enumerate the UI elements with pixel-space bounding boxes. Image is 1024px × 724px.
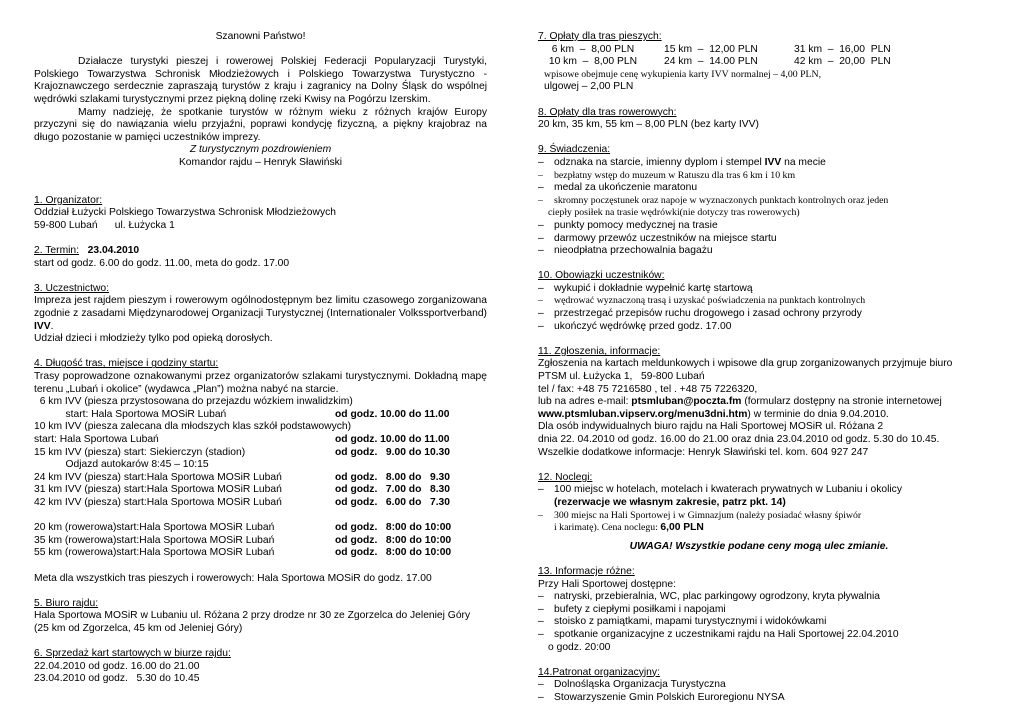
list-dash: –	[538, 616, 544, 628]
benefit-label: medal za ukończenie maratonu	[554, 182, 698, 194]
lodging-price-label: i karimatę). Cena noclegu:	[554, 522, 661, 534]
route-description: 24 km IVV (piesza) start:Hala Sportowa MOSiR Lubań	[34, 471, 282, 483]
section-2-heading	[34, 245, 487, 258]
website-link[interactable]: www.ptsmluban.vipserv.org/menu3dni.htm	[538, 408, 748, 420]
walking-route-row	[34, 497, 487, 510]
section-10-title: 10. Obowiązki uczestników:	[538, 270, 665, 282]
registration-url-line	[538, 409, 980, 422]
route-description: start: Hala Sportowa Lubań	[34, 434, 159, 445]
walking-route-row	[34, 434, 487, 447]
duty-text: wykupić i dokładnie wypełnić kartę startową	[554, 282, 753, 294]
facility-text: natryski, przebieralnia, WC, plac parkingowy ogrodzony, kryta pływalnia	[554, 591, 881, 603]
bike-fees: 20 km, 35 km, 55 km – 8,00 PLN (bez karty IVV)	[538, 119, 759, 131]
list-dash: –	[538, 320, 544, 332]
list-item	[538, 604, 980, 617]
benefit-label: odznaka na starcie, imienny dyplom i stempel	[554, 156, 765, 168]
bike-route-row	[34, 535, 487, 548]
list-item	[538, 591, 980, 604]
office-address: Hala Sportowa MOSiR w Lubaniu ul. Różana 2 przy drodze nr 30 ze Zgorzelca do Jeleniej Góry (25 km od Zgorzelca, 45 km od Jeleniej Góry)	[34, 610, 471, 634]
list-dash: –	[538, 282, 544, 294]
participation-text: Impreza jest rajdem pieszym i rowerowym ogólnodostępnym bez limitu czasowego zorganizowana zgodnie z zasadami Międzynarodowej Organizacji Turystycznej (Internationaler Volkssportverband)	[34, 295, 487, 320]
benefit-text	[554, 195, 980, 208]
section-7-title: 7. Opłaty dla tras pieszych:	[538, 31, 662, 42]
lodging-hall: 300 miejsc na Hali Sportowej i w Gimnazjum (należy posiadać własny śpiwór	[554, 509, 862, 521]
list-item	[538, 182, 980, 195]
route-hours: od godz. 6.00 do 7.30	[335, 496, 451, 508]
fee-row	[538, 44, 980, 57]
benefit-label: skromny poczęstunek oraz napoje w wyznaczonych punktach kontrolnych oraz jeden	[554, 194, 889, 206]
section-13-title: 13. Informacje różne:	[538, 565, 635, 577]
list-dash: –	[538, 194, 543, 206]
organizer-name: Oddział Łużycki Polskiego Towarzystwa Schronisk Młodzieżowych	[34, 207, 336, 219]
route-hours: od godz. 10.00 do 11.00	[335, 434, 450, 445]
list-dash: –	[538, 679, 544, 691]
list-item	[538, 308, 980, 321]
routes-intro: Trasy poprowadzone oznakowanymi przez organizatorów szlakami turystycznymi. Dokładną mapę terenu „Lubań i okolice” (wydawca „Plan”) można nabyć na starcie.	[34, 371, 487, 395]
section-2-title: 2. Termin:	[34, 245, 80, 257]
patrons-list	[538, 679, 980, 704]
individual-registration: Dla osób indywidualnych biuro rajdu na Hali Sportowej MOSiR ul. Różana 2	[538, 421, 884, 433]
list-item	[538, 157, 980, 170]
list-dash: –	[538, 182, 544, 194]
list-dash: –	[538, 691, 544, 703]
benefit-label: darmowy przewóz uczestników na miejsce startu	[554, 232, 777, 244]
benefit-label: punkty pomocy medycznej na trasie	[554, 219, 718, 231]
section-12-title: 12. Noclegi:	[538, 471, 593, 483]
participation-end: .	[50, 320, 54, 332]
closing: Z turystycznym pozdrowieniem	[189, 144, 332, 156]
ivv-label: IVV	[34, 320, 51, 332]
fee-cell: 42 km – 20,00 PLN	[794, 56, 891, 68]
list-item	[538, 283, 980, 296]
facilities-intro: Przy Hali Sportowej dostępne:	[538, 578, 676, 590]
facility-text: spotkanie organizacyjne z uczestnikami rajdu na Hali Sportowej 22.04.2010	[554, 628, 899, 640]
list-dash: –	[538, 628, 544, 640]
right-column	[538, 31, 980, 704]
list-item	[538, 245, 980, 258]
list-item	[538, 321, 980, 334]
intro-paragraph-1: Działacze turystyki pieszej i rowerowej Polskiej Federacji Popularyzacji Turystyki, Polskiego Towarzystwa Schronisk Młodzieżowych i Polskiego Towarzystwa Turystyczno - Krajoznawczego serdecznie zapraszają turystów z kraju i zagranicy na Dolny Śląsk do wspólnej wędrówki szlakami turystycznymi przez piękną dolinę rzeki Kwisy na Pogórzu Izerskim.	[34, 56, 487, 105]
fee-note-reduced: ulgowej – 2,00 PLN	[544, 81, 634, 93]
patron-text: Stowarzyszenie Gmin Polskich Euroregionu NYSA	[554, 691, 785, 703]
fee-row	[538, 56, 980, 69]
bike-routes-list	[34, 522, 487, 560]
list-item	[538, 195, 980, 208]
duty-text: wędrować wyznaczoną trasą i uzyskać poświadczenia na punktach kontrolnych	[554, 295, 866, 307]
lodging-reservation-note: (rezerwacje we własnym zakresie, patrz pkt. 14)	[554, 496, 786, 508]
list-dash: –	[538, 232, 544, 244]
route-description: 35 km (rowerowa)start:Hala Sportowa MOSiR Lubań	[34, 534, 275, 546]
walking-route-row	[34, 472, 487, 485]
fee-cell: 31 km – 16,00 PLN	[794, 43, 891, 55]
list-item	[538, 616, 980, 629]
registration-email-line	[538, 396, 980, 409]
walking-route-row	[34, 396, 487, 409]
list-dash: –	[538, 308, 544, 320]
fee-cell: 15 km – 12,00 PLN	[664, 43, 758, 55]
route-hours: od godz. 7.00 do 8.30	[335, 484, 451, 496]
greeting: Szanowni Państwo!	[215, 31, 306, 42]
route-description: 6 km IVV (piesza przystosowana do przejazdu wózkiem inwalidzkim)	[34, 396, 353, 408]
list-dash: –	[538, 295, 543, 307]
intro-paragraph-2: Mamy nadzieję, że spotkanie turystów w różnym wieku z różnych krajów Europy przyczyni się do nawiązania wielu przyjaźni, poprawi kondycję fizyczną, a piękny krajobraz na długo pozostanie w pamięci uczestników imprezy.	[34, 106, 487, 143]
list-dash: –	[538, 219, 544, 231]
route-hours: od godz. 8:00 do 10:00	[335, 547, 452, 559]
walking-fees-table	[538, 44, 980, 69]
section-8-title: 8. Opłaty dla tras rowerowych:	[538, 106, 677, 118]
list-item	[538, 679, 980, 692]
route-hours: od godz. 10.00 do 11.00	[335, 408, 450, 420]
sales-time-2: 23.04.2010 od godz. 5.30 do 10.45	[34, 673, 200, 685]
route-description: 55 km (rowerowa)start:Hala Sportowa MOSiR Lubań	[34, 547, 275, 559]
list-item	[538, 510, 980, 523]
fee-note: wpisowe obejmuje cenę wykupienia karty IVV normalnej – 4,00 PLN,	[544, 68, 822, 80]
list-dash: –	[538, 509, 543, 521]
list-dash: –	[538, 591, 544, 603]
list-item	[538, 484, 980, 497]
route-description: 15 km IVV (piesza) start: Siekierczyn (stadion)	[34, 446, 246, 458]
lodging-price-line	[538, 522, 980, 535]
route-hours: od godz. 8.00 do 9.30	[335, 471, 451, 483]
section-14-title: 14.Patronat organizacyjny:	[538, 666, 660, 678]
registration-phone: tel / fax: +48 75 7216580 , tel . +48 75 7226320,	[538, 383, 758, 395]
individual-hours: dnia 22. 04.2010 od godz. 16.00 do 21.00 oraz dnia 23.04.2010 od godz. 5.30 do 10.45.	[538, 434, 940, 445]
list-item	[538, 629, 980, 642]
fee-cell: 6 km – 8,00 PLN	[546, 43, 635, 55]
list-item	[538, 233, 980, 246]
participation-paragraph	[34, 295, 487, 333]
list-item	[538, 170, 980, 183]
price-warning: UWAGA! Wszystkie podane ceny mogą ulec zmianie.	[629, 540, 889, 552]
benefit-continuation: ciepły posiłek na trasie wędrówki(nie dotyczy tras rowerowych)	[548, 207, 800, 219]
start-times: start od godz. 6.00 do godz. 11.00, meta do godz. 17.00	[34, 257, 290, 269]
list-dash: –	[538, 169, 543, 181]
benefits-list	[538, 157, 980, 258]
section-9-title: 9. Świadczenia:	[538, 144, 611, 156]
route-description: 20 km (rowerowa)start:Hala Sportowa MOSiR Lubań	[34, 522, 275, 534]
bike-route-row	[34, 547, 487, 560]
list-dash: –	[538, 484, 544, 496]
contact-info: Wszelkie dodatkowe informacje: Henryk Sławiński tel. kom. 604 927 247	[538, 446, 869, 458]
route-description: 31 km IVV (piesza) start:Hala Sportowa MOSiR Lubań	[34, 484, 282, 496]
section-1-title: 1. Organizator:	[34, 194, 103, 206]
section-11-title: 11. Zgłoszenia, informacje:	[538, 345, 661, 357]
walking-route-row	[34, 484, 487, 497]
list-item	[538, 692, 980, 705]
sales-time-1: 22.04.2010 od godz. 16.00 do 21.00	[34, 660, 200, 672]
email-prefix: lub na adres e-mail:	[538, 396, 632, 408]
patron-text: Dolnośląska Organizacja Turystyczna	[554, 679, 726, 691]
walking-route-row	[34, 409, 487, 422]
benefit-text	[554, 157, 980, 170]
benefit-text	[554, 245, 980, 258]
meeting-time: o godz. 20:00	[548, 641, 611, 653]
duty-text: ukończyć wędrówkę przed godz. 17.00	[554, 320, 732, 332]
benefit-text	[554, 170, 980, 183]
section-5-title: 5. Biuro rajdu:	[34, 597, 99, 609]
lodging-price: 6,00 PLN	[660, 522, 704, 534]
route-hours: od godz. 9.00 do 10.30	[335, 446, 451, 458]
section-3-title: 3. Uczestnictwo:	[34, 282, 109, 294]
benefit-label: bezpłatny wstęp do muzeum w Ratuszu dla tras 6 km i 10 km	[554, 169, 796, 181]
walking-route-row	[34, 447, 487, 460]
fee-cell: 24 km – 14.00 PLN	[664, 56, 758, 68]
lodging-hotels: 100 miejsc w hotelach, motelach i kwaterach prywatnych w Lubaniu i okolicy	[554, 484, 902, 496]
bike-route-row	[34, 522, 487, 535]
facility-text: bufety z ciepłymi posiłkami i napojami	[554, 603, 726, 615]
route-description: start: Hala Sportowa MOSiR Lubań	[34, 408, 227, 420]
fee-cell: 10 km – 8,00 PLN	[546, 56, 638, 68]
left-column	[34, 31, 487, 686]
benefit-suffix: na mecie	[781, 156, 826, 168]
route-description: 10 km IVV (piesza zalecana dla młodszych klas szkół podstawowych)	[34, 421, 352, 433]
facilities-list	[538, 591, 980, 641]
email-link[interactable]: ptsmluban@poczta.fm	[631, 396, 742, 408]
list-dash: –	[538, 603, 544, 615]
duty-text: przestrzegać przepisów ruchu drogowego i zasad ochrony przyrody	[554, 308, 862, 320]
route-description: Odjazd autokarów 8:45 – 10:15	[34, 459, 209, 471]
registration-line-2: PTSM ul. Łużycka 1, 59-800 Lubań	[538, 371, 705, 383]
deadline: ) w terminie do dnia 9.04.2010.	[747, 408, 889, 420]
list-dash: –	[538, 156, 544, 168]
benefit-text	[554, 182, 980, 195]
email-suffix: (formularz dostępny na stronie internetowej	[741, 396, 942, 408]
facility-text: stoisko z pamiątkami, mapami turystycznymi i widokówkami	[554, 616, 827, 628]
route-description: 42 km IVV (piesza) start:Hala Sportowa MOSiR Lubań	[34, 496, 282, 508]
walking-route-row	[34, 421, 487, 434]
signature: Komandor rajdu – Henryk Sławiński	[178, 156, 343, 168]
route-hours: od godz. 8:00 do 10:00	[335, 522, 452, 534]
duties-list	[538, 283, 980, 333]
walking-routes-list	[34, 396, 487, 509]
route-hours: od godz. 8:00 do 10:00	[335, 534, 452, 546]
organizer-address: 59-800 Lubań ul. Łużycka 1	[34, 219, 175, 231]
section-6-title: 6. Sprzedaż kart startowych w biurze rajdu:	[34, 648, 231, 660]
finish-info: Meta dla wszystkich tras pieszych i rowerowych: Hala Sportowa MOSiR do godz. 17.00	[34, 572, 432, 584]
section-4-title: 4. Długość tras, miejsce i godziny startu:	[34, 358, 219, 370]
walking-route-row	[34, 459, 487, 472]
list-item	[538, 295, 980, 308]
benefit-text	[554, 220, 980, 233]
benefit-label: nieodpłatna przechowalnia bagażu	[554, 245, 713, 257]
benefit-bold: IVV	[764, 156, 782, 168]
list-item	[538, 220, 980, 233]
event-date: 23.04.2010	[87, 245, 140, 257]
list-dash: –	[538, 245, 544, 257]
participation-note: Udział dzieci i młodzieży tylko pod opieką dorosłych.	[34, 333, 273, 345]
registration-line-1: Zgłoszenia na kartach meldunkowych i wpisowe dla grup zorganizowanych przyjmuje biuro	[538, 358, 953, 370]
benefit-text	[554, 233, 980, 246]
